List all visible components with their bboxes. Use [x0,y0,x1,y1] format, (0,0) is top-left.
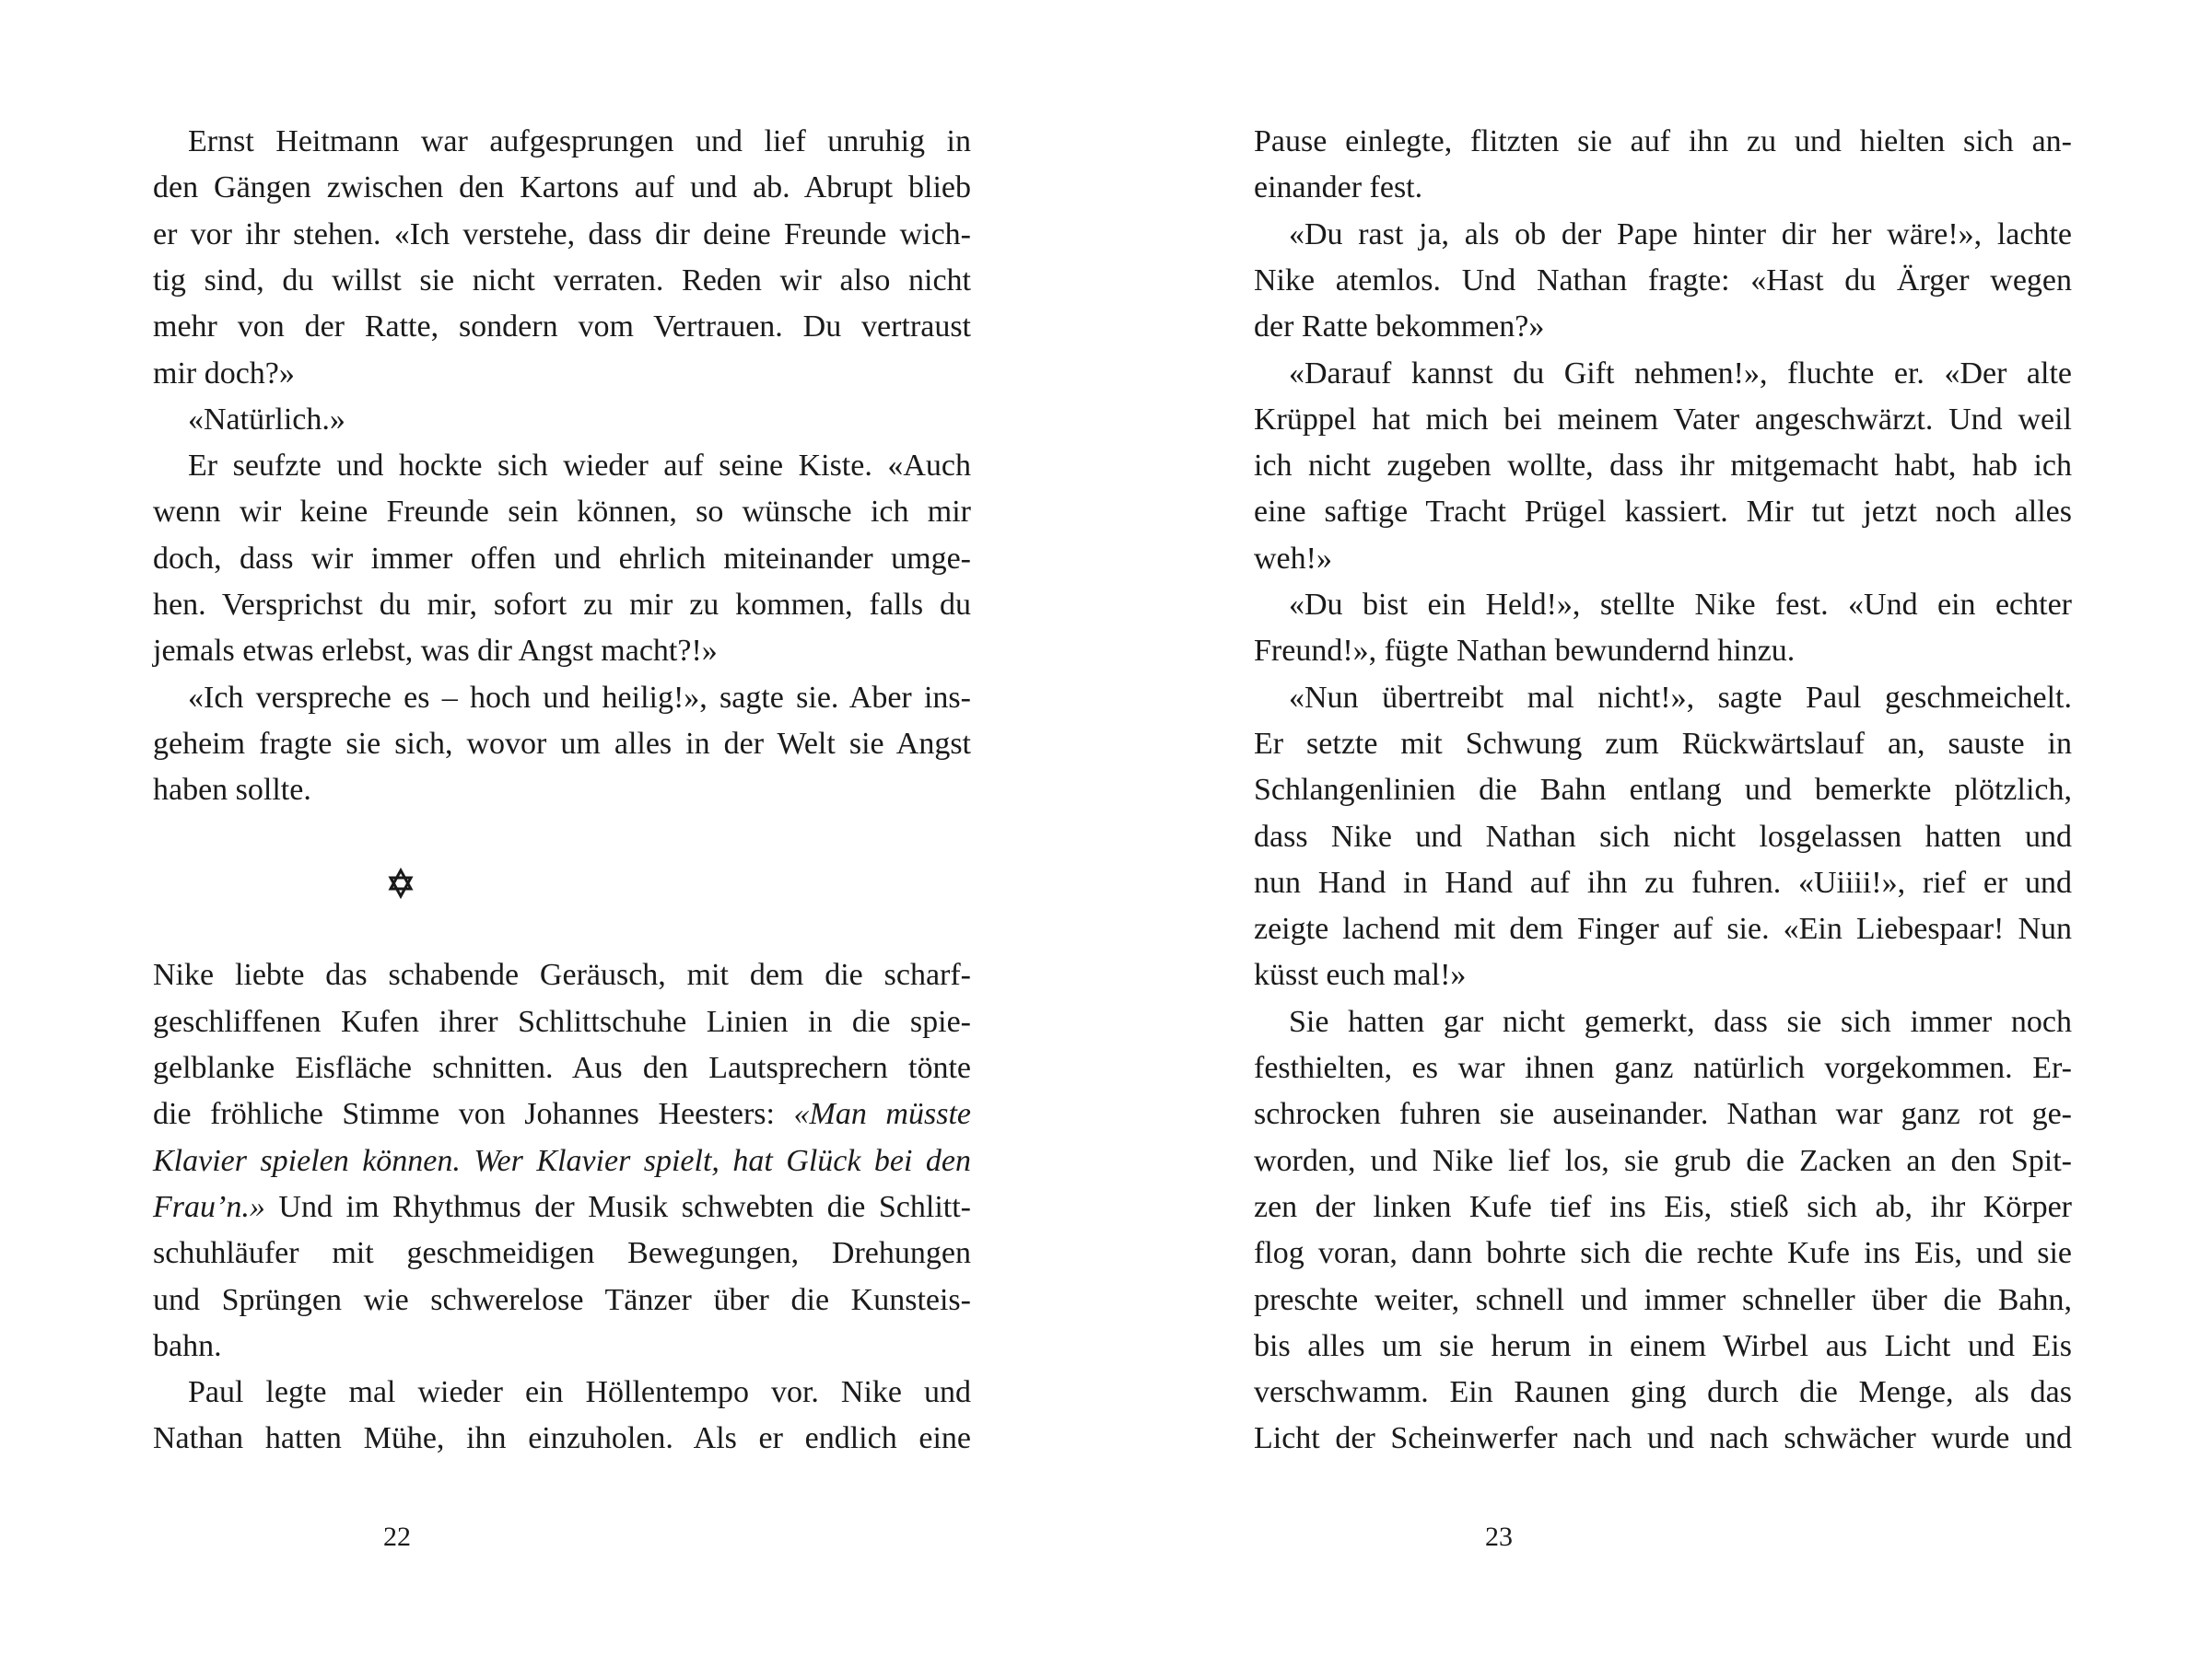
page-number-left: 22 [383,1522,411,1552]
italic-text: Klavier spielen können. Wer Klavier spielt, hat Glück bei den [153,1143,971,1178]
text-line [1254,767,2072,813]
text-line [1254,906,2072,952]
text-segment: weh!» [1254,541,1332,576]
text-segment: «Ich verspreche es – hoch und heilig!», sagte sie. Aber ins- [188,680,971,715]
text-line [153,628,971,674]
text-segment: dass Nike und Nathan sich nicht losgelassen hatten und [1254,819,2072,854]
text-line [153,1324,971,1370]
text-segment: zeigte lachend mit dem Finger auf sie. «Ein Liebespaar! Nun [1254,912,2072,947]
text-line [1254,304,2072,350]
text-segment: Paul legte mal wieder ein Höllentempo vor. Nike und [188,1375,971,1410]
text-line [153,119,971,165]
text-line [1254,1370,2072,1416]
text-segment: bahn. [153,1328,222,1363]
text-line [153,212,971,258]
text-line [1254,1278,2072,1324]
text-segment: «Natürlich.» [188,402,345,437]
text-segment: geheim fragte sie sich, wovor um alles in der Welt sie Angst [153,726,971,761]
text-segment: festhielten, es war ihnen ganz natürlich vorgekommen. Er- [1254,1051,2072,1085]
text-line [1254,489,2072,535]
text-line [1254,582,2072,628]
text-segment: ich nicht zugeben wollte, dass ihr mitgemacht habt, hab ich [1254,449,2072,484]
text-line [153,1184,971,1231]
text-line [153,1416,971,1462]
text-line [153,165,971,211]
text-segment: Nike liebte das schabende Geräusch, mit dem die scharf- [153,958,971,993]
italic-text: «Man müsste [793,1097,971,1132]
text-segment: mehr von der Ratte, sondern vom Vertrauen. Du vertraust [153,309,971,344]
text-segment: Nike atemlos. Und Nathan fragte: «Hast du Ärger wegen [1254,262,2072,298]
text-segment: «Nun übertreibt mal nicht!», sagte Paul geschmeichelt. [1289,680,2072,715]
text-line [153,721,971,767]
text-line [153,1278,971,1324]
text-line [153,675,971,721]
text-segment: verschwamm. Ein Raunen ging durch die Menge, als das [1254,1375,2072,1410]
text-segment: flog voran, dann bohrte sich die rechte Kufe ins Eis, und sie [1254,1236,2072,1271]
text-segment: tig sind, du willst sie nicht verraten. Reden wir also nicht [153,262,971,298]
text-line [1254,952,2072,998]
text-segment: Ernst Heitmann war aufgesprungen und lief unruhig in [188,124,971,158]
text-line [153,1231,971,1277]
text-segment: geschliffenen Kufen ihrer Schlittschuhe Linien in die spie- [153,1004,971,1039]
text-line [153,489,971,535]
text-segment: Krüppel hat mich bei meinem Vater angeschwärzt. Und weil [1254,402,2072,437]
text-line [1254,1045,2072,1091]
text-line [153,397,971,443]
text-line [153,767,971,813]
text-segment: preschte weiter, schnell und immer schneller über die Bahn, [1254,1282,2072,1317]
text-segment: er vor ihr stehen. «Ich verstehe, dass dir deine Freunde wich- [153,216,971,251]
text-line [153,443,971,489]
text-line [1254,814,2072,860]
text-segment: Nathan hatten Mühe, ihn einzuholen. Als er endlich eine [153,1421,971,1456]
text-line [1254,1184,2072,1231]
text-segment: gelblanke Eisfläche schnitten. Aus den Lautsprechern tönte [153,1051,971,1085]
text-line [1254,258,2072,304]
text-line [1254,999,2072,1045]
text-segment: doch, dass wir immer offen und ehrlich miteinander umge- [153,541,971,576]
text-segment: bis alles um sie herum in einem Wirbel aus Licht und Eis [1254,1328,2072,1363]
text-segment: zen der linken Kufe tief ins Eis, stieß sich ab, ihr Körper [1254,1189,2072,1224]
text-line [153,536,971,582]
text-segment: und Sprüngen wie schwerelose Tänzer über die Kunsteis- [153,1282,971,1317]
text-line [1254,397,2072,443]
right-page [1254,0,2072,1680]
text-line [153,582,971,628]
text-segment: Und im Rhythmus der Musik schwebten die Schlitt- [264,1189,971,1224]
text-segment: «Du bist ein Held!», stellte Nike fest. «Und ein echter [1289,588,2072,622]
text-segment: «Du rast ja, als ob der Pape hinter dir her wäre!», lachte [1289,216,2072,251]
text-line [153,351,971,397]
text-segment: worden, und Nike lief los, sie grub die Zacken an den Spit- [1254,1143,2072,1178]
text-line [153,952,971,998]
text-segment: schuhläufer mit geschmeidigen Bewegungen, Drehungen [153,1236,971,1271]
text-line [153,999,971,1045]
text-segment: jemals etwas erlebst, was dir Angst macht?!» [153,634,718,669]
text-segment: mir doch?» [153,356,295,391]
text-line [1254,119,2072,165]
text-line [1254,628,2072,674]
text-segment: der Ratte bekommen?» [1254,309,1545,344]
italic-text: Frau’n.» [153,1189,265,1224]
text-segment: Freund!», fügte Nathan bewundernd hinzu. [1254,634,1796,669]
text-segment: die fröhliche Stimme von Johannes Heesters: [153,1097,794,1132]
text-segment: einander fest. [1254,170,1423,205]
text-segment: den Gängen zwischen den Kartons auf und ab. Abrupt blieb [153,170,971,205]
text-line [1254,536,2072,582]
text-segment: Licht der Scheinwerfer nach und nach schwächer wurde und [1254,1421,2072,1456]
text-line [1254,1091,2072,1138]
left-page [153,0,971,1680]
text-segment: hen. Versprichst du mir, sofort zu mir zu kommen, falls du [153,588,971,622]
text-segment: nun Hand in Hand auf ihn zu fuhren. «Uiiii!», rief er und [1254,865,2072,900]
text-segment: Schlangenlinien die Bahn entlang und bemerkte plötzlich, [1254,773,2072,808]
text-segment: haben sollte. [153,773,311,808]
text-segment: küsst euch mal!» [1254,958,1467,993]
text-line [1254,443,2072,489]
text-line [153,1370,971,1416]
star-of-david-icon [383,861,418,907]
text-line [153,1091,971,1138]
page-number-right: 23 [1485,1522,1513,1552]
text-segment: wenn wir keine Freunde sein können, so wünsche ich mir [153,495,971,530]
text-line [153,1045,971,1091]
text-segment: schrocken fuhren sie auseinander. Nathan war ganz rot ge- [1254,1097,2072,1132]
text-line [1254,212,2072,258]
text-line [1254,1138,2072,1184]
text-segment: Er seufzte und hockte sich wieder auf seine Kiste. «Auch [188,449,971,484]
text-line [1254,1231,2072,1277]
text-line [1254,860,2072,906]
text-line [153,304,971,350]
text-line [1254,1324,2072,1370]
text-segment: Er setzte mit Schwung zum Rückwärtslauf an, sauste in [1254,726,2072,761]
text-line [153,1138,971,1184]
text-line [1254,721,2072,767]
text-line [1254,675,2072,721]
text-segment: Sie hatten gar nicht gemerkt, dass sie sich immer noch [1289,1004,2072,1039]
text-segment: eine saftige Tracht Prügel kassiert. Mir tut jetzt noch alles [1254,495,2072,530]
text-line [1254,351,2072,397]
text-line [1254,165,2072,211]
text-line [1254,1416,2072,1462]
text-segment: «Darauf kannst du Gift nehmen!», fluchte er. «Der alte [1289,356,2072,391]
text-line [153,258,971,304]
text-segment: Pause einlegte, flitzten sie auf ihn zu und hielten sich an- [1254,124,2072,158]
